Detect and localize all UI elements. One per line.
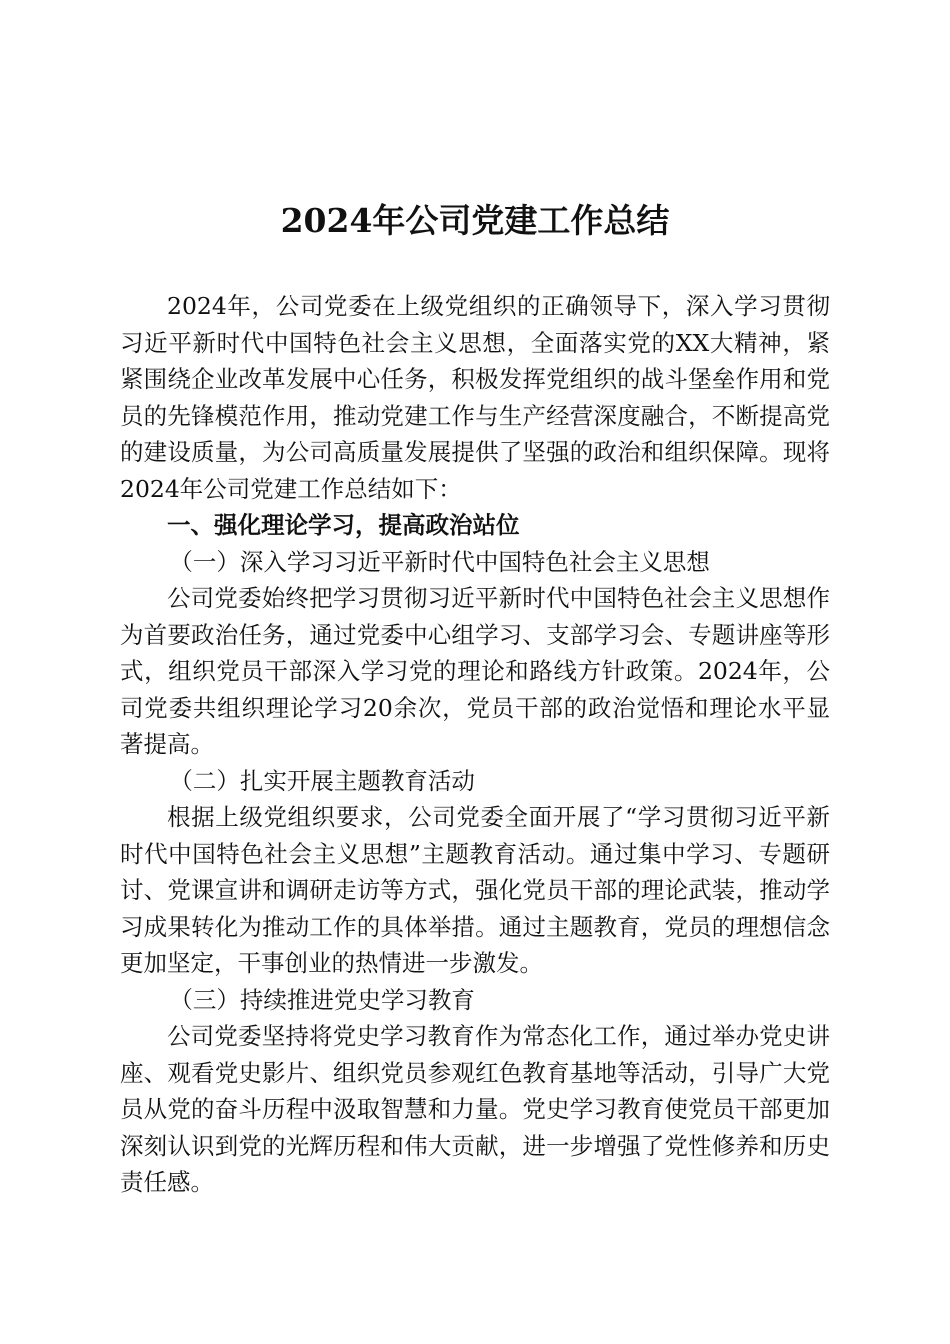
subsection-heading: （一）深入学习习近平新时代中国特色社会主义思想 — [169, 547, 710, 576]
subsection-heading: （二）扎实开展主题教育活动 — [169, 766, 475, 795]
subsection-heading: （三）持续推进党史学习教育 — [169, 985, 475, 1014]
body-paragraph: 根据上级党组织要求，公司党委全面开展了“学习贯彻习近平新时代中国特色社会主义思想”主题教育活动。通过集中学习、专题研讨、党课宣讲和调研走访等方式，强化党员干部的理论武装，推动学习成果转化为推动工作的具体举措。通过主题教育，党员的理想信念更加坚定，干事创业的热情进一步激发。 — [120, 803, 830, 977]
section-heading: 一、强化理论学习，提高政治站位 — [167, 511, 520, 539]
body-paragraph: 公司党委坚持将党史学习教育作为常态化工作，通过举办党史讲座、观看党史影片、组织党员参观红色教育基地等活动，引导广大党员从党的奋斗历程中汲取智慧和力量。党史学习教育使党员干部更加深刻认识到党的光辉历程和伟大贡献，进一步增强了党性修养和历史责任感。 — [120, 1022, 830, 1196]
document-body — [120, 288, 830, 1201]
intro-paragraph: 2024年，公司党委在上级党组织的正确领导下，深入学习贯彻习近平新时代中国特色社会主义思想，全面落实党的XX大精神，紧紧围绕企业改革发展中心任务，积极发挥党组织的战斗堡垒作用和党员的先锋模范作用，推动党建工作与生产经营深度融合，不断提高党的建设质量，为公司高质量发展提供了坚强的政治和组织保障。现将2024年公司党建工作总结如下： — [120, 292, 830, 503]
document-title: 2024年公司党建工作总结 — [280, 201, 670, 240]
body-paragraph: 公司党委始终把学习贯彻习近平新时代中国特色社会主义思想作为首要政治任务，通过党委中心组学习、支部学习会、专题讲座等形式，组织党员干部深入学习党的理论和路线方针政策。2024年，公司党委共组织理论学习20余次，党员干部的政治觉悟和理论水平显著提高。 — [120, 584, 830, 758]
